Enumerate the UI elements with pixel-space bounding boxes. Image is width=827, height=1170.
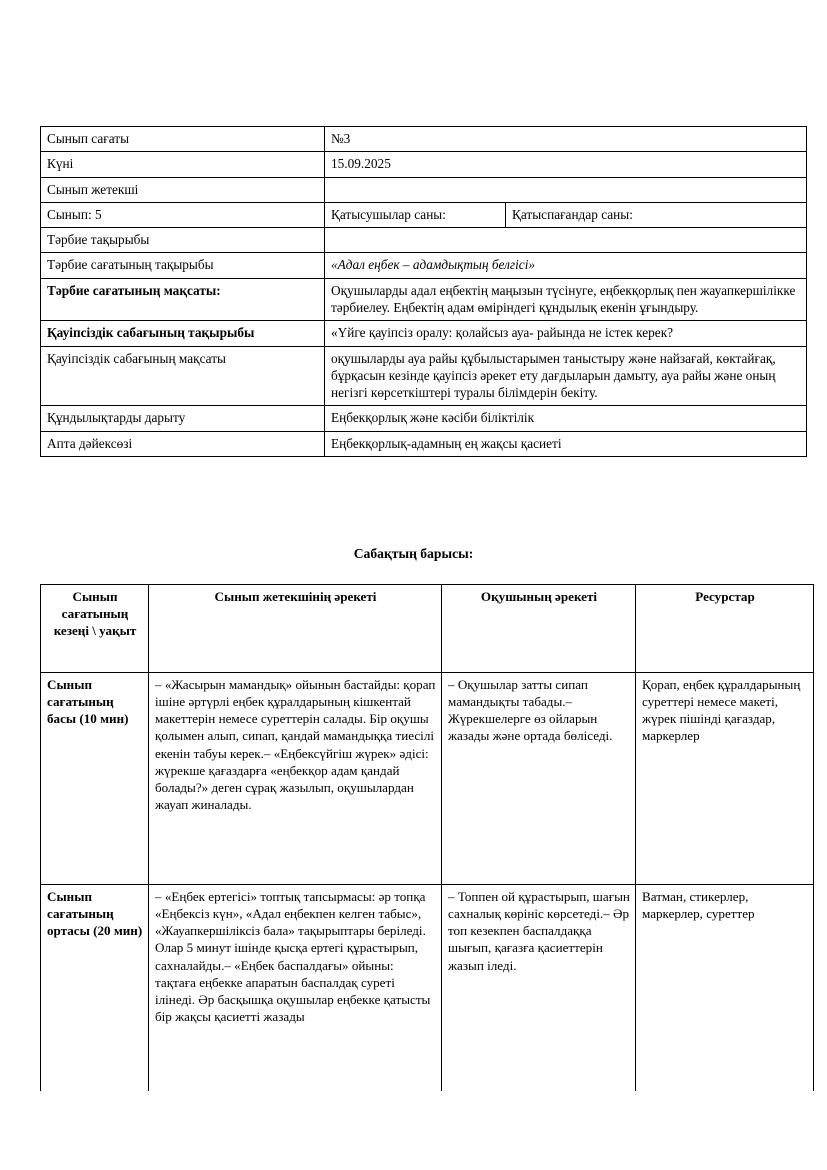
table-row [41,885,814,1099]
info-value-upbringing-topic [325,228,807,253]
table-row [41,346,807,406]
table-row [41,228,807,253]
table-row [41,177,807,202]
table-row [41,253,807,278]
info-label-teacher: Сынып жетекші [41,177,325,202]
info-value-safety-topic: «Үйге қауіпсіз оралу: қолайсыз ауа- райында не істек керек? [325,321,807,346]
info-label-hour-goal: Тәрбие сағатының мақсаты: [41,278,325,321]
attendance-absent-label: Қатыспағандар саны: [512,206,633,222]
row-student-middle: – Топпен ой құрастырып, шағын сахналық көрініс көрсетеді.– Әр топ кезекпен баспалдаққа шығып, қағазға қасиеттерін жазып іледі. [442,885,636,1099]
info-value-class-hour: №3 [325,127,807,152]
row-teacher-beginning: – «Жасырын мамандық» ойынын бастайды: қорап ішіне әртүрлі еңбек құралдарының кішкентай макеттерін немесе суреттерін салады. Бір оқушы қолымен алып, сипап, қандай мамандыққа тиесілі екенін табуы керек.– «Еңбексүйгіш жүрек» әдісі: жүрекше қағаздарға «еңбекқор адам қандай болады?» деген сұрақ жазылып, оқушылардан жауап жиналады. [149,673,442,885]
row-student-beginning: – Оқушылар затты сипап мамандықты табады.– Жүрекшелерге өз ойларын жазады және ортада бөліседі. [442,673,636,885]
info-value-safety-goal: оқушыларды ауа райы құбылыстарымен таныстыру және найзағай, көктайғақ, бұрқасын кезінде қауіпсіз әрекет ету дағдыларын дамыту, ауа райы және оның негізгі көрсеткіштері туралы білімдерін бекіту. [325,346,807,406]
column-header-resources: Ресурстар [636,585,814,673]
info-label-values: Құндылықтарды дарыту [41,406,325,431]
lesson-flow-table [40,584,814,1099]
info-label-safety-topic: Қауіпсіздік сабағының тақырыбы [41,321,325,346]
row-stage-beginning: Сынып сағатының басы (10 мин) [41,673,149,885]
info-label-grade: Сынып: 5 [41,202,325,227]
row-resources-beginning: Қорап, еңбек құралдарының суреттері немесе макеті, жүрек пішінді қағаздар, маркерлер [636,673,814,885]
info-value-hour-topic: «Адал еңбек – адамдықтың белгісі» [325,253,807,278]
table-row [41,202,807,227]
info-label-safety-goal: Қауіпсіздік сабағының мақсаты [41,346,325,406]
info-value-hour-goal: Оқушыларды адал еңбектің маңызын түсінуге, еңбекқорлық пен жауапкершілікке тәрбиелеу. Еңбектің адам өміріндегі құндылық екенін ұғындыру. [325,278,807,321]
table-row [41,673,814,885]
row-resources-middle: Ватман, стикерлер, маркерлер, суреттер [636,885,814,1099]
info-label-week-quote: Апта дәйексөзі [41,431,325,456]
column-header-stage: Сынып сағатының кезеңі \ уақыт [41,585,149,673]
row-stage-middle: Сынып сағатының ортасы (20 мин) [41,885,149,1099]
column-header-teacher-activity: Сынып жетекшінің әрекеті [149,585,442,673]
info-label-date: Күні [41,152,325,177]
table-row [41,127,807,152]
section-heading-lesson-flow: Сабақтың барысы: [353,546,474,561]
column-header-student-activity: Оқушының әрекеті [442,585,636,673]
lesson-info-table [40,126,807,457]
row-teacher-middle: – «Еңбек ертегісі» топтық тапсырмасы: әр топқа «Еңбексіз күн», «Адал еңбекпен келген табыс», «Жауапкершіліксіз бала» тақырыптары беріледі. Олар 5 минут ішінде қысқа ертегі құрастырып, сахналайды.– «Еңбек баспалдағы» ойыны: тақтаға еңбекке апаратын баспалдақ суреті ілінеді. Әр басқышқа оқушылар еңбекке қатысты бір жақсы қасиетті жазады [149,885,442,1099]
info-label-hour-topic: Тәрбие сағатының тақырыбы [41,253,325,278]
info-value-attendance [325,202,807,227]
attendance-present-label: Қатысушылар саны: [325,203,506,227]
info-label-class-hour: Сынып сағаты [41,127,325,152]
table-row [41,431,807,456]
table-header-row [41,585,814,673]
table-row [41,152,807,177]
info-value-date: 15.09.2025 [325,152,807,177]
table-row [41,406,807,431]
info-value-values: Еңбекқорлық және кәсіби біліктілік [325,406,807,431]
table-row [41,321,807,346]
page-bottom-margin [0,1091,827,1170]
info-value-week-quote: Еңбекқорлық-адамның ең жақсы қасиеті [325,431,807,456]
info-value-teacher [325,177,807,202]
info-label-upbringing-topic: Тәрбие тақырыбы [41,228,325,253]
table-row [41,278,807,321]
